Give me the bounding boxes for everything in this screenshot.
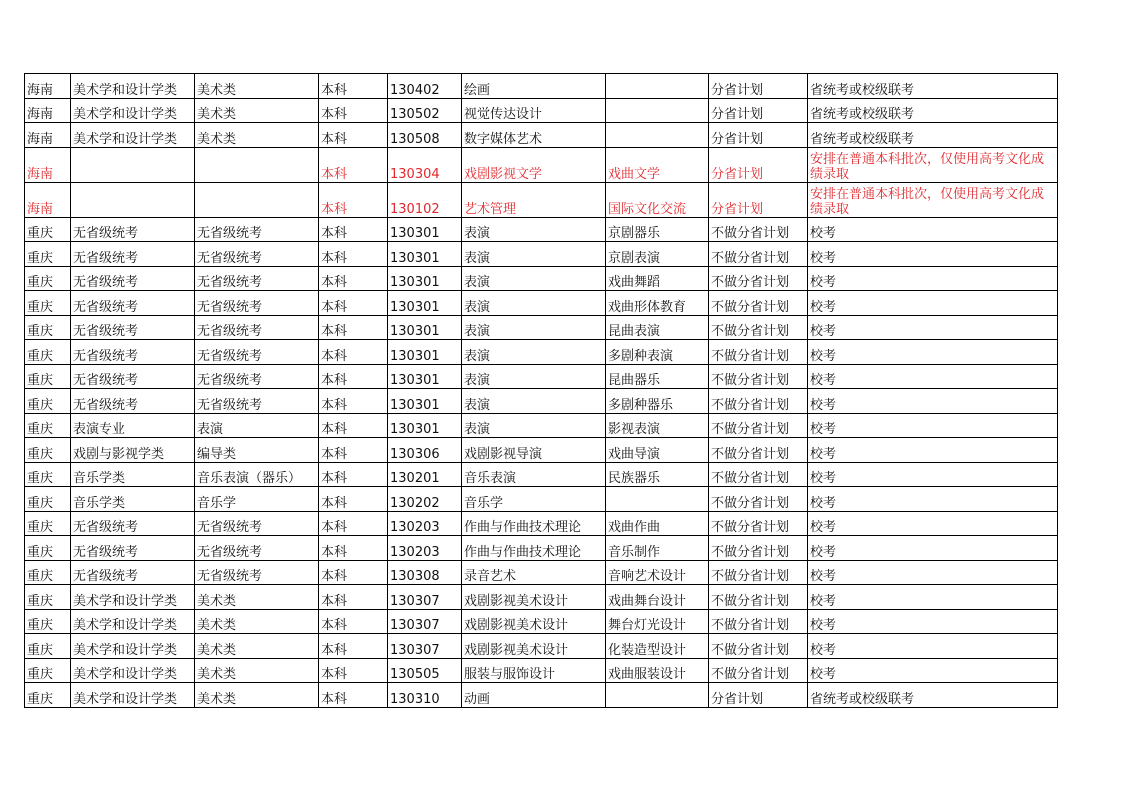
cell-exam-method: 校考	[808, 536, 1058, 561]
cell-subject-category: 无省级统考	[71, 217, 195, 242]
cell-subject-category: 美术学和设计学类	[71, 634, 195, 659]
cell-exam-category	[195, 147, 319, 182]
cell-major-code: 130301	[388, 364, 462, 389]
cell-province: 海南	[25, 182, 71, 217]
cell-subject-category: 无省级统考	[71, 560, 195, 585]
cell-exam-method: 校考	[808, 291, 1058, 316]
cell-subject-category: 无省级统考	[71, 242, 195, 267]
cell-direction: 影视表演	[606, 413, 709, 438]
cell-exam-category	[195, 182, 319, 217]
cell-exam-method: 校考	[808, 462, 1058, 487]
cell-exam-category: 无省级统考	[195, 511, 319, 536]
table-row	[25, 536, 1058, 561]
cell-plan-type: 分省计划	[709, 182, 808, 217]
table-row	[25, 182, 1058, 217]
cell-major-name: 戏剧影视导演	[462, 438, 606, 463]
cell-direction	[606, 487, 709, 512]
cell-exam-method: 省统考或校级联考	[808, 98, 1058, 123]
cell-exam-category: 美术类	[195, 123, 319, 148]
cell-subject-category: 戏剧与影视学类	[71, 438, 195, 463]
cell-province: 重庆	[25, 315, 71, 340]
cell-plan-type: 不做分省计划	[709, 217, 808, 242]
table-row	[25, 634, 1058, 659]
cell-major-code: 130301	[388, 242, 462, 267]
cell-level: 本科	[319, 364, 388, 389]
cell-exam-category: 无省级统考	[195, 389, 319, 414]
cell-major-code: 130308	[388, 560, 462, 585]
cell-exam-method: 校考	[808, 315, 1058, 340]
cell-major-name: 戏剧影视文学	[462, 147, 606, 182]
cell-major-name: 表演	[462, 315, 606, 340]
cell-subject-category: 美术学和设计学类	[71, 658, 195, 683]
cell-subject-category: 美术学和设计学类	[71, 123, 195, 148]
cell-major-name: 音乐学	[462, 487, 606, 512]
cell-level: 本科	[319, 511, 388, 536]
cell-exam-category: 无省级统考	[195, 266, 319, 291]
cell-level: 本科	[319, 487, 388, 512]
cell-exam-method: 校考	[808, 389, 1058, 414]
cell-major-name: 表演	[462, 266, 606, 291]
cell-exam-method: 校考	[808, 340, 1058, 365]
cell-province: 重庆	[25, 609, 71, 634]
cell-major-code: 130307	[388, 634, 462, 659]
cell-major-name: 表演	[462, 340, 606, 365]
cell-subject-category: 无省级统考	[71, 536, 195, 561]
cell-province: 海南	[25, 98, 71, 123]
cell-major-name: 音乐表演	[462, 462, 606, 487]
cell-major-name: 表演	[462, 389, 606, 414]
cell-plan-type: 分省计划	[709, 123, 808, 148]
cell-direction: 戏曲服装设计	[606, 658, 709, 683]
cell-direction: 民族器乐	[606, 462, 709, 487]
cell-level: 本科	[319, 291, 388, 316]
cell-major-name: 动画	[462, 683, 606, 708]
cell-major-name: 服装与服饰设计	[462, 658, 606, 683]
cell-exam-method: 校考	[808, 634, 1058, 659]
table-row	[25, 217, 1058, 242]
cell-exam-method: 安排在普通本科批次，仅使用高考文化成绩录取	[808, 147, 1058, 182]
cell-major-code: 130402	[388, 74, 462, 99]
cell-exam-method: 校考	[808, 413, 1058, 438]
cell-major-code: 130502	[388, 98, 462, 123]
cell-subject-category: 美术学和设计学类	[71, 98, 195, 123]
cell-exam-method: 校考	[808, 658, 1058, 683]
cell-direction: 化装造型设计	[606, 634, 709, 659]
cell-province: 重庆	[25, 585, 71, 610]
cell-major-name: 作曲与作曲技术理论	[462, 536, 606, 561]
cell-level: 本科	[319, 560, 388, 585]
cell-level: 本科	[319, 536, 388, 561]
cell-province: 重庆	[25, 340, 71, 365]
cell-province: 重庆	[25, 536, 71, 561]
cell-level: 本科	[319, 340, 388, 365]
cell-exam-category: 美术类	[195, 683, 319, 708]
cell-major-name: 戏剧影视美术设计	[462, 609, 606, 634]
cell-exam-category: 美术类	[195, 658, 319, 683]
cell-level: 本科	[319, 217, 388, 242]
cell-level: 本科	[319, 413, 388, 438]
cell-exam-method: 校考	[808, 560, 1058, 585]
cell-major-code: 130301	[388, 315, 462, 340]
cell-province: 重庆	[25, 389, 71, 414]
cell-direction: 多剧种器乐	[606, 389, 709, 414]
cell-direction: 昆曲表演	[606, 315, 709, 340]
cell-exam-category: 无省级统考	[195, 217, 319, 242]
cell-level: 本科	[319, 609, 388, 634]
cell-province: 海南	[25, 74, 71, 99]
cell-level: 本科	[319, 389, 388, 414]
table-row	[25, 291, 1058, 316]
cell-plan-type: 不做分省计划	[709, 364, 808, 389]
cell-plan-type: 不做分省计划	[709, 609, 808, 634]
cell-direction: 京剧表演	[606, 242, 709, 267]
cell-major-code: 130306	[388, 438, 462, 463]
cell-province: 重庆	[25, 487, 71, 512]
cell-direction: 舞台灯光设计	[606, 609, 709, 634]
cell-major-name: 视觉传达设计	[462, 98, 606, 123]
cell-major-code: 130307	[388, 609, 462, 634]
cell-major-name: 表演	[462, 217, 606, 242]
cell-province: 重庆	[25, 511, 71, 536]
cell-exam-category: 美术类	[195, 609, 319, 634]
cell-major-code: 130203	[388, 511, 462, 536]
cell-plan-type: 不做分省计划	[709, 291, 808, 316]
cell-province: 重庆	[25, 683, 71, 708]
cell-province: 海南	[25, 147, 71, 182]
table-row	[25, 74, 1058, 99]
cell-major-code: 130202	[388, 487, 462, 512]
cell-exam-category: 编导类	[195, 438, 319, 463]
cell-exam-method: 安排在普通本科批次，仅使用高考文化成绩录取	[808, 182, 1058, 217]
cell-plan-type: 不做分省计划	[709, 462, 808, 487]
table-row	[25, 123, 1058, 148]
admissions-table	[24, 73, 1058, 708]
cell-province: 重庆	[25, 266, 71, 291]
cell-exam-category: 无省级统考	[195, 536, 319, 561]
cell-major-code: 130301	[388, 291, 462, 316]
cell-plan-type: 不做分省计划	[709, 658, 808, 683]
cell-province: 海南	[25, 123, 71, 148]
cell-major-name: 录音艺术	[462, 560, 606, 585]
cell-plan-type: 不做分省计划	[709, 511, 808, 536]
cell-exam-category: 美术类	[195, 585, 319, 610]
cell-direction: 戏曲作曲	[606, 511, 709, 536]
cell-exam-method: 校考	[808, 438, 1058, 463]
cell-major-code: 130301	[388, 340, 462, 365]
cell-level: 本科	[319, 585, 388, 610]
cell-province: 重庆	[25, 217, 71, 242]
cell-subject-category: 无省级统考	[71, 315, 195, 340]
cell-major-code: 130310	[388, 683, 462, 708]
cell-major-code: 130203	[388, 536, 462, 561]
cell-exam-category: 美术类	[195, 74, 319, 99]
cell-direction: 戏曲形体教育	[606, 291, 709, 316]
cell-major-code: 130505	[388, 658, 462, 683]
cell-level: 本科	[319, 683, 388, 708]
cell-plan-type: 不做分省计划	[709, 266, 808, 291]
cell-province: 重庆	[25, 291, 71, 316]
cell-direction: 戏曲舞台设计	[606, 585, 709, 610]
table-row	[25, 413, 1058, 438]
cell-direction: 京剧器乐	[606, 217, 709, 242]
cell-subject-category: 表演专业	[71, 413, 195, 438]
cell-province: 重庆	[25, 658, 71, 683]
cell-province: 重庆	[25, 242, 71, 267]
cell-major-name: 表演	[462, 242, 606, 267]
cell-exam-method: 校考	[808, 609, 1058, 634]
cell-level: 本科	[319, 242, 388, 267]
cell-plan-type: 分省计划	[709, 98, 808, 123]
cell-subject-category: 无省级统考	[71, 266, 195, 291]
cell-plan-type: 不做分省计划	[709, 536, 808, 561]
table-row	[25, 315, 1058, 340]
cell-major-name: 表演	[462, 364, 606, 389]
cell-exam-method: 校考	[808, 511, 1058, 536]
cell-direction: 戏曲导演	[606, 438, 709, 463]
cell-level: 本科	[319, 266, 388, 291]
cell-plan-type: 分省计划	[709, 147, 808, 182]
cell-subject-category	[71, 147, 195, 182]
cell-subject-category: 无省级统考	[71, 364, 195, 389]
table-row	[25, 340, 1058, 365]
table-row	[25, 147, 1058, 182]
cell-direction: 音乐制作	[606, 536, 709, 561]
cell-major-name: 表演	[462, 413, 606, 438]
table-row	[25, 585, 1058, 610]
cell-level: 本科	[319, 634, 388, 659]
cell-plan-type: 不做分省计划	[709, 315, 808, 340]
cell-major-code: 130301	[388, 389, 462, 414]
cell-province: 重庆	[25, 462, 71, 487]
cell-major-name: 数字媒体艺术	[462, 123, 606, 148]
table-row	[25, 658, 1058, 683]
cell-plan-type: 不做分省计划	[709, 340, 808, 365]
cell-subject-category: 美术学和设计学类	[71, 585, 195, 610]
cell-plan-type: 不做分省计划	[709, 487, 808, 512]
cell-plan-type: 不做分省计划	[709, 389, 808, 414]
cell-direction: 音响艺术设计	[606, 560, 709, 585]
cell-level: 本科	[319, 438, 388, 463]
cell-exam-category: 美术类	[195, 634, 319, 659]
cell-exam-category: 音乐学	[195, 487, 319, 512]
cell-exam-method: 校考	[808, 217, 1058, 242]
table-row	[25, 438, 1058, 463]
cell-major-code: 130508	[388, 123, 462, 148]
cell-subject-category: 音乐学类	[71, 487, 195, 512]
cell-plan-type: 不做分省计划	[709, 438, 808, 463]
cell-subject-category: 美术学和设计学类	[71, 74, 195, 99]
cell-subject-category: 无省级统考	[71, 511, 195, 536]
cell-major-name: 戏剧影视美术设计	[462, 585, 606, 610]
cell-exam-method: 校考	[808, 266, 1058, 291]
cell-direction: 戏曲舞蹈	[606, 266, 709, 291]
cell-direction	[606, 683, 709, 708]
cell-level: 本科	[319, 315, 388, 340]
cell-major-code: 130102	[388, 182, 462, 217]
cell-subject-category	[71, 182, 195, 217]
cell-province: 重庆	[25, 364, 71, 389]
cell-province: 重庆	[25, 560, 71, 585]
cell-exam-category: 音乐表演（器乐）	[195, 462, 319, 487]
table-row	[25, 266, 1058, 291]
cell-major-code: 130201	[388, 462, 462, 487]
cell-direction	[606, 123, 709, 148]
cell-exam-method: 校考	[808, 487, 1058, 512]
table-row	[25, 364, 1058, 389]
cell-plan-type: 不做分省计划	[709, 242, 808, 267]
cell-plan-type: 分省计划	[709, 74, 808, 99]
cell-direction	[606, 74, 709, 99]
cell-subject-category: 美术学和设计学类	[71, 683, 195, 708]
cell-major-code: 130301	[388, 217, 462, 242]
cell-direction: 昆曲器乐	[606, 364, 709, 389]
cell-plan-type: 不做分省计划	[709, 585, 808, 610]
cell-exam-method: 校考	[808, 242, 1058, 267]
cell-direction: 多剧种表演	[606, 340, 709, 365]
table-row	[25, 487, 1058, 512]
cell-major-name: 作曲与作曲技术理论	[462, 511, 606, 536]
cell-direction	[606, 98, 709, 123]
table-row	[25, 462, 1058, 487]
cell-subject-category: 无省级统考	[71, 340, 195, 365]
cell-exam-method: 省统考或校级联考	[808, 683, 1058, 708]
cell-plan-type: 分省计划	[709, 683, 808, 708]
cell-plan-type: 不做分省计划	[709, 634, 808, 659]
cell-direction: 戏曲文学	[606, 147, 709, 182]
cell-exam-category: 无省级统考	[195, 242, 319, 267]
cell-subject-category: 无省级统考	[71, 389, 195, 414]
cell-level: 本科	[319, 74, 388, 99]
cell-exam-category: 无省级统考	[195, 291, 319, 316]
cell-level: 本科	[319, 182, 388, 217]
cell-subject-category: 美术学和设计学类	[71, 609, 195, 634]
cell-plan-type: 不做分省计划	[709, 413, 808, 438]
cell-level: 本科	[319, 123, 388, 148]
cell-exam-method: 省统考或校级联考	[808, 123, 1058, 148]
cell-exam-category: 无省级统考	[195, 315, 319, 340]
cell-exam-category: 美术类	[195, 98, 319, 123]
cell-plan-type: 不做分省计划	[709, 560, 808, 585]
cell-major-code: 130301	[388, 413, 462, 438]
table-row	[25, 609, 1058, 634]
cell-level: 本科	[319, 462, 388, 487]
cell-level: 本科	[319, 98, 388, 123]
table-row	[25, 98, 1058, 123]
cell-subject-category: 无省级统考	[71, 291, 195, 316]
cell-subject-category: 音乐学类	[71, 462, 195, 487]
cell-major-name: 表演	[462, 291, 606, 316]
cell-exam-category: 无省级统考	[195, 560, 319, 585]
cell-exam-category: 无省级统考	[195, 340, 319, 365]
cell-major-name: 戏剧影视美术设计	[462, 634, 606, 659]
cell-major-code: 130304	[388, 147, 462, 182]
cell-direction: 国际文化交流	[606, 182, 709, 217]
cell-exam-method: 省统考或校级联考	[808, 74, 1058, 99]
cell-major-code: 130307	[388, 585, 462, 610]
cell-province: 重庆	[25, 438, 71, 463]
table-row	[25, 511, 1058, 536]
cell-exam-category: 无省级统考	[195, 364, 319, 389]
cell-exam-method: 校考	[808, 585, 1058, 610]
table-row	[25, 242, 1058, 267]
table-row	[25, 683, 1058, 708]
cell-major-name: 艺术管理	[462, 182, 606, 217]
cell-major-code: 130301	[388, 266, 462, 291]
cell-level: 本科	[319, 658, 388, 683]
cell-level: 本科	[319, 147, 388, 182]
cell-major-name: 绘画	[462, 74, 606, 99]
table-row	[25, 560, 1058, 585]
cell-exam-method: 校考	[808, 364, 1058, 389]
table-row	[25, 389, 1058, 414]
cell-province: 重庆	[25, 634, 71, 659]
cell-province: 重庆	[25, 413, 71, 438]
cell-exam-category: 表演	[195, 413, 319, 438]
